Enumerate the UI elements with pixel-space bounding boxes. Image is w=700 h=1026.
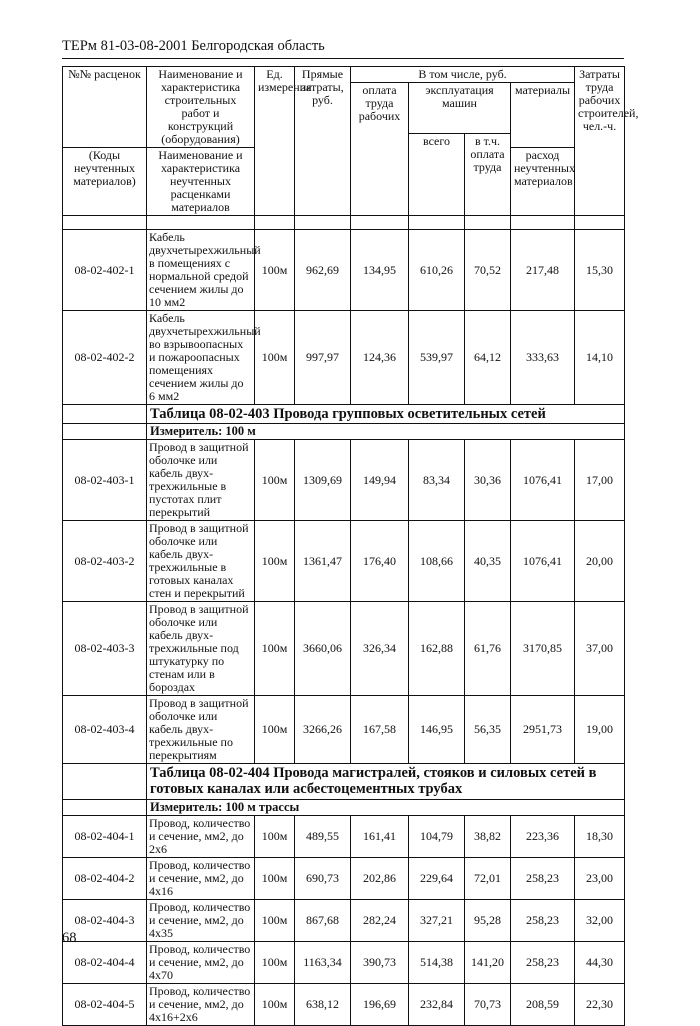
- row-name: Провод, количество и сечение, мм2, до 4х35: [147, 900, 255, 942]
- row-name: Провод в защитной оболочке или кабель двух-трехжильные в пустотах плит перекрытий: [147, 440, 255, 521]
- row-code: 08-02-403-1: [63, 440, 147, 521]
- row-direct: 1163,34: [295, 942, 351, 984]
- row-code: 08-02-404-4: [63, 942, 147, 984]
- row-labor: 19,00: [575, 696, 625, 764]
- row-labor: 18,30: [575, 816, 625, 858]
- table-title-row: [63, 405, 625, 424]
- col-header-machines: эксплуатация машин: [409, 83, 511, 134]
- row-labor: 14,10: [575, 311, 625, 405]
- measure-row: [63, 424, 625, 440]
- row-pay: 161,41: [351, 816, 409, 858]
- row-mat: 208,59: [511, 984, 575, 1026]
- row-name: Провод в защитной оболочке или кабель двух-трехжильные в готовых каналах стен и перекрытий: [147, 521, 255, 602]
- header-rule: [62, 58, 624, 59]
- row-labor: 23,00: [575, 858, 625, 900]
- row-mach-pay: 141,20: [465, 942, 511, 984]
- row-mach-pay: 72,01: [465, 858, 511, 900]
- row-pay: 326,34: [351, 602, 409, 696]
- table-row: [63, 696, 625, 764]
- row-labor: 44,30: [575, 942, 625, 984]
- row-mat: 1076,41: [511, 440, 575, 521]
- row-mach-pay: 70,52: [465, 230, 511, 311]
- row-direct: 3660,06: [295, 602, 351, 696]
- row-pay: 134,95: [351, 230, 409, 311]
- col-header-unit: Ед. измерения: [255, 67, 295, 216]
- row-name: Провод, количество и сечение, мм2, до 4х16+2х6: [147, 984, 255, 1026]
- measure-403: Измеритель: 100 м: [147, 424, 625, 440]
- table-row: [63, 230, 625, 311]
- row-mat: 3170,85: [511, 602, 575, 696]
- table-title-403: Таблица 08-02-403 Провода групповых осветительных сетей: [147, 405, 625, 424]
- row-unit: 100м: [255, 440, 295, 521]
- row-direct: 638,12: [295, 984, 351, 1026]
- row-pay: 390,73: [351, 942, 409, 984]
- row-mach-pay: 61,76: [465, 602, 511, 696]
- row-mat: 258,23: [511, 900, 575, 942]
- table-row: [63, 602, 625, 696]
- row-code: 08-02-404-2: [63, 858, 147, 900]
- header-row-1: [63, 67, 625, 83]
- table-row: [63, 521, 625, 602]
- row-mat: 217,48: [511, 230, 575, 311]
- row-direct: 1309,69: [295, 440, 351, 521]
- row-mach-pay: 70,73: [465, 984, 511, 1026]
- table-title-404: Таблица 08-02-404 Провода магистралей, стояков и силовых сетей в готовых каналах или асбестоцементных трубах: [147, 764, 625, 800]
- col-header-materials-sub: расход неучтенных материалов: [511, 148, 575, 216]
- col-header-incl: В том числе, руб.: [351, 67, 575, 83]
- row-labor: 17,00: [575, 440, 625, 521]
- table-row: [63, 311, 625, 405]
- row-mat: 258,23: [511, 942, 575, 984]
- page-header: ТЕРм 81-03-08-2001 Белгородская область: [62, 38, 325, 54]
- row-unit: 100м: [255, 858, 295, 900]
- row-direct: 3266,26: [295, 696, 351, 764]
- row-name: Кабель двухчетырехжильный во взрывоопасных и пожароопасных помещениях сечением жилы до 6 мм2: [147, 311, 255, 405]
- col-header-name: Наименование и характеристика строительных работ и конструкций (оборудования): [147, 67, 255, 148]
- table-title-row: [63, 764, 625, 800]
- row-direct: 962,69: [295, 230, 351, 311]
- row-mach: 108,66: [409, 521, 465, 602]
- row-unit: 100м: [255, 696, 295, 764]
- row-code: 08-02-402-1: [63, 230, 147, 311]
- row-labor: 20,00: [575, 521, 625, 602]
- row-name: Провод, количество и сечение, мм2, до 2х6: [147, 816, 255, 858]
- spacer-row: [63, 216, 625, 230]
- col-header-materials: материалы: [511, 83, 575, 148]
- row-pay: 282,24: [351, 900, 409, 942]
- table-row: [63, 942, 625, 984]
- col-header-machines-total: всего: [409, 133, 465, 216]
- row-code: 08-02-404-3: [63, 900, 147, 942]
- rates-table: [62, 66, 639, 1026]
- row-mat: 258,23: [511, 858, 575, 900]
- row-labor: 37,00: [575, 602, 625, 696]
- row-pay: 124,36: [351, 311, 409, 405]
- row-unit: 100м: [255, 602, 295, 696]
- row-name: Провод, количество и сечение, мм2, до 4х70: [147, 942, 255, 984]
- row-name: Провод в защитной оболочке или кабель двух-трехжильные по перекрытиям: [147, 696, 255, 764]
- row-code: 08-02-403-4: [63, 696, 147, 764]
- row-direct: 1361,47: [295, 521, 351, 602]
- row-direct: 489,55: [295, 816, 351, 858]
- row-labor: 15,30: [575, 230, 625, 311]
- col-header-name-sub: Наименование и характеристика неучтенных расценками материалов: [147, 148, 255, 216]
- row-mach-pay: 30,36: [465, 440, 511, 521]
- row-pay: 149,94: [351, 440, 409, 521]
- row-labor: 32,00: [575, 900, 625, 942]
- row-mach: 539,97: [409, 311, 465, 405]
- measure-row: [63, 800, 625, 816]
- col-header-direct: Прямые затраты, руб.: [295, 67, 351, 216]
- row-direct: 867,68: [295, 900, 351, 942]
- row-mach-pay: 38,82: [465, 816, 511, 858]
- table-row: [63, 858, 625, 900]
- row-mach-pay: 64,12: [465, 311, 511, 405]
- row-code: 08-02-404-5: [63, 984, 147, 1026]
- col-header-labor: Затраты труда рабочих строителей, чел.-ч.: [575, 67, 625, 216]
- measure-404: Измеритель: 100 м трассы: [147, 800, 625, 816]
- row-code: 08-02-402-2: [63, 311, 147, 405]
- table-row: [63, 440, 625, 521]
- row-pay: 176,40: [351, 521, 409, 602]
- row-unit: 100м: [255, 230, 295, 311]
- row-pay: 202,86: [351, 858, 409, 900]
- row-name: Провод в защитной оболочке или кабель двух-трехжильные под штукатурку по стенам или в бороздах: [147, 602, 255, 696]
- row-direct: 690,73: [295, 858, 351, 900]
- row-pay: 167,58: [351, 696, 409, 764]
- row-name: Провод, количество и сечение, мм2, до 4х16: [147, 858, 255, 900]
- row-unit: 100м: [255, 311, 295, 405]
- row-labor: 22,30: [575, 984, 625, 1026]
- row-code: 08-02-403-2: [63, 521, 147, 602]
- row-direct: 997,97: [295, 311, 351, 405]
- col-header-machines-pay: в т.ч. оплата труда: [465, 133, 511, 216]
- row-unit: 100м: [255, 900, 295, 942]
- row-mach: 104,79: [409, 816, 465, 858]
- row-unit: 100м: [255, 816, 295, 858]
- row-pay: 196,69: [351, 984, 409, 1026]
- row-mach: 146,95: [409, 696, 465, 764]
- row-mat: 223,36: [511, 816, 575, 858]
- page-number: 68: [62, 930, 77, 946]
- row-mach: 162,88: [409, 602, 465, 696]
- col-header-code-sub: (Коды неучтенных материалов): [63, 148, 147, 216]
- row-mach: 232,84: [409, 984, 465, 1026]
- row-code: 08-02-404-1: [63, 816, 147, 858]
- row-mach: 229,64: [409, 858, 465, 900]
- row-mach-pay: 40,35: [465, 521, 511, 602]
- row-unit: 100м: [255, 984, 295, 1026]
- row-mat: 333,63: [511, 311, 575, 405]
- table-row: [63, 900, 625, 942]
- row-mach: 514,38: [409, 942, 465, 984]
- row-unit: 100м: [255, 521, 295, 602]
- row-mach: 327,21: [409, 900, 465, 942]
- row-mach: 83,34: [409, 440, 465, 521]
- col-header-code: №№ расценок: [63, 67, 147, 148]
- row-code: 08-02-403-3: [63, 602, 147, 696]
- row-unit: 100м: [255, 942, 295, 984]
- row-mach-pay: 95,28: [465, 900, 511, 942]
- row-name: Кабель двухчетырехжильный в помещениях с нормальной средой сечением жилы до 10 мм2: [147, 230, 255, 311]
- row-mat: 2951,73: [511, 696, 575, 764]
- row-mat: 1076,41: [511, 521, 575, 602]
- col-header-labor-pay: оплата труда рабочих: [351, 83, 409, 216]
- table-row: [63, 816, 625, 858]
- row-mach-pay: 56,35: [465, 696, 511, 764]
- table-row: [63, 984, 625, 1026]
- row-mach: 610,26: [409, 230, 465, 311]
